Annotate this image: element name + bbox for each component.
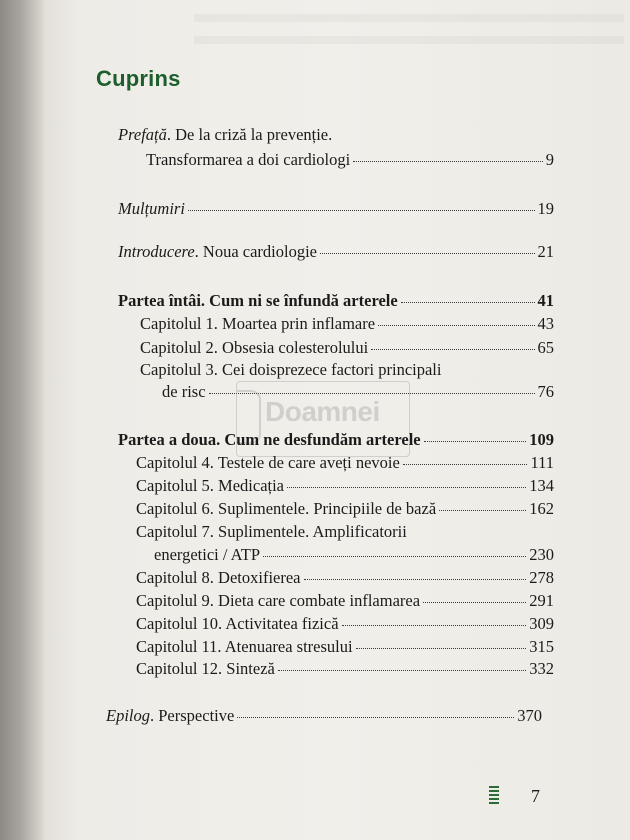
toc-entry-label: Capitolul 4. Testele de care aveți nevoie [136,453,400,472]
toc-chapter-1[interactable] [140,314,554,334]
toc-chapter-3-line1: Capitolul 3. Cei doisprezece factori principali [140,360,442,379]
toc-page-number: 278 [529,568,554,587]
toc-page-number: 291 [529,591,554,610]
toc-entry-label: Capitolul 10. Activitatea fizică [136,614,339,633]
leader-dots [378,324,534,326]
page-number: 7 [531,786,540,806]
toc-page-number: 41 [537,291,554,310]
toc-entry-introducere[interactable] [118,242,554,262]
toc-page-number: 370 [517,706,542,725]
leader-dots [188,209,535,211]
toc-chapter-2[interactable] [140,338,554,358]
toc-entry-label [106,706,234,726]
leader-dots [320,252,534,254]
toc-page-number: 230 [529,545,554,564]
toc-entry-label: Capitolul 9. Dieta care combate inflamarea [136,591,421,610]
leader-dots [353,160,543,162]
toc-entry-multumiri[interactable] [118,199,554,219]
toc-entry-continuation: de risc [162,382,206,401]
toc-chapter-9[interactable] [136,591,554,611]
toc-chapter-7[interactable] [154,545,554,565]
toc-chapter-7-line1: Capitolul 7. Suplimentele. Amplificatorii [136,522,407,541]
toc-entry-text: . Perspective [150,706,235,725]
leader-dots [304,578,527,580]
toc-entry-label [118,242,317,262]
toc-page-number: 43 [537,314,554,333]
toc-entry-label: Capitolul 8. Detoxifierea [136,568,301,587]
toc-entry-label: Capitolul 1. Moartea prin inflamare [140,314,376,333]
toc-entry-italic: Prefață [118,125,167,144]
toc-page-number: 65 [537,338,554,357]
leader-dots [287,486,526,488]
toc-entry-italic: Epilog [106,706,150,725]
toc-page-number: 309 [529,614,554,633]
toc-entry-continuation: Transformarea a doi cardiologi [146,150,351,169]
leader-dots [424,440,527,442]
toc-entry-label: Capitolul 11. Atenuarea stresului [136,637,353,656]
toc-entry-label: Partea a doua. Cum ne desfundăm arterele [118,430,421,449]
toc-entry-text: . Noua cardiologie [194,242,318,261]
page-title: Cuprins [96,66,181,91]
watermark-text: Doamnei [265,396,380,427]
leader-dots [423,601,526,603]
toc-chapter-11[interactable] [136,637,554,657]
toc-entry-prefata[interactable] [146,150,554,170]
toc-chapter-6[interactable] [136,499,554,519]
leader-dots [278,669,526,671]
toc-part-2[interactable] [118,430,554,450]
toc-chapter-10[interactable] [136,614,554,634]
toc-entry-label [118,199,185,219]
toc-entry-label: Partea întâi. Cum ni se înfundă arterele [118,291,398,310]
toc-page-number: 111 [530,453,554,472]
toc-entry-epilog[interactable] [106,706,542,726]
toc-entry-label: Capitolul 5. Medicația [136,476,285,495]
toc-page-number: 21 [537,242,554,261]
toc-page-number: 315 [529,637,554,656]
leader-dots [401,301,535,303]
toc-chapter-12[interactable] [136,659,554,679]
toc-chapter-4[interactable] [136,453,554,473]
toc-chapter-8[interactable] [136,568,554,588]
toc-page-number: 9 [545,150,554,169]
folio-ornament [489,786,499,804]
leader-dots [237,716,514,718]
toc-entry-label: Capitolul 6. Suplimentele. Principiile de bază [136,499,437,518]
leader-dots [356,647,527,649]
toc-entry-text: . De la criză la prevenție. [166,125,333,144]
toc-page-number: 162 [529,499,554,518]
toc-entry-italic: Introducere [118,242,195,261]
toc-entry-italic: Mulțumiri [118,199,185,218]
toc-entry-continuation: energetici / ATP [154,545,261,564]
leader-dots [439,509,526,511]
leader-dots [263,555,526,557]
toc-entry-prefata-line1 [118,125,332,145]
leader-dots [342,624,527,626]
toc-entry-label: Capitolul 2. Obsesia colesterolului [140,338,369,357]
toc-chapter-5[interactable] [136,476,554,496]
leader-dots [371,348,534,350]
toc-part-1[interactable] [118,291,554,311]
book-gutter-shadow [0,0,44,840]
toc-entry-label: Capitolul 12. Sinteză [136,659,275,678]
toc-page-number: 19 [537,199,554,218]
toc-page-number: 76 [537,382,554,401]
toc-page-number: 134 [529,476,554,495]
toc-page-number: 109 [529,430,554,449]
leader-dots [403,463,528,465]
show-through-text [194,0,624,58]
toc-page-number: 332 [529,659,554,678]
